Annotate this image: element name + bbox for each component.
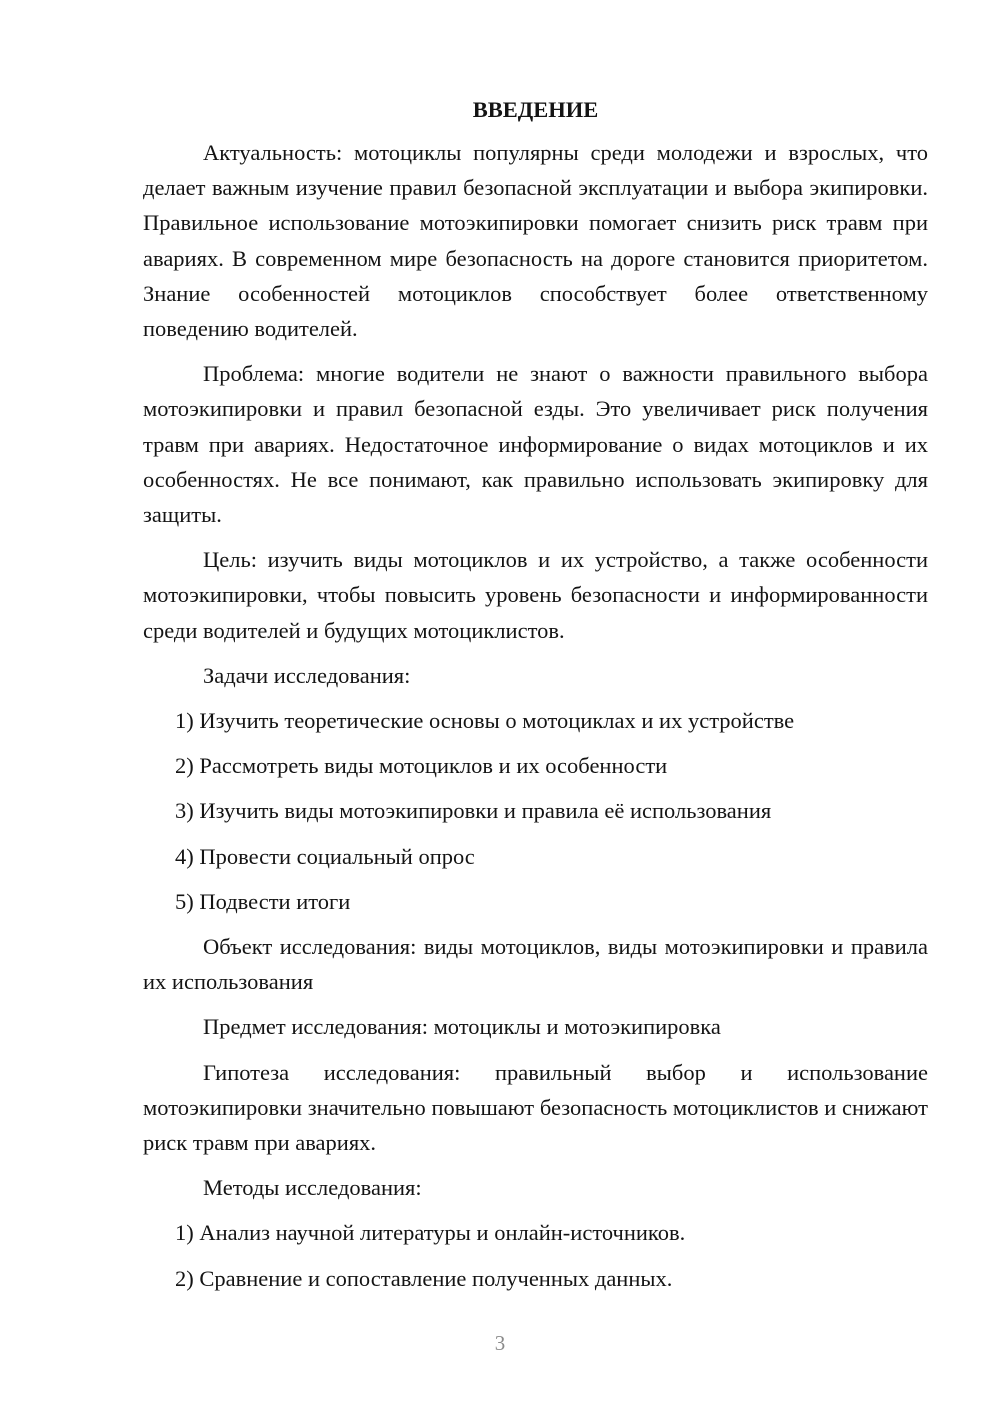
list-item: 1) Изучить теоретические основы о мотоциклах и их устройстве	[175, 708, 795, 734]
page-number: 3	[494, 1331, 506, 1355]
subject-paragraph: Предмет исследования: мотоциклы и мотоэкипировка	[203, 1014, 721, 1040]
document-page	[143, 92, 928, 1306]
list-item: 2) Рассмотреть виды мотоциклов и их особенности	[175, 753, 668, 779]
tasks-list	[143, 703, 928, 919]
relevance-paragraph: Актуальность: мотоциклы популярны среди молодежи и взрослых, что делает важным изучение правил безопасной эксплуатации и выбора экипировки. Правильное использование мотоэкипировки помогает снизить риск травм при авариях. В современном мире безопасность на дороге становится приоритетом. Знание особенностей мотоциклов способствует более ответственному поведению водителей.	[143, 140, 928, 342]
methods-list	[143, 1215, 928, 1295]
list-item: 1) Анализ научной литературы и онлайн-источников.	[175, 1220, 686, 1246]
list-item: 3) Изучить виды мотоэкипировки и правила её использования	[175, 798, 772, 824]
list-item: 4) Провести социальный опрос	[175, 843, 475, 869]
tasks-heading: Задачи исследования:	[203, 662, 411, 688]
object-paragraph: Объект исследования: виды мотоциклов, виды мотоэкипировки и правила их использования	[143, 934, 928, 995]
problem-paragraph: Проблема: многие водители не знают о важности правильного выбора мотоэкипировки и правил безопасной езды. Это увеличивает риск получения травм при авариях. Недостаточное информирование о видах мотоциклов и их особенностях. Не все понимают, как правильно использовать экипировку для защиты.	[143, 361, 928, 528]
list-item: 5) Подвести итоги	[175, 888, 351, 914]
methods-heading: Методы исследования:	[203, 1175, 422, 1201]
page-title: ВВЕДЕНИЕ	[472, 97, 599, 122]
list-item: 2) Сравнение и сопоставление полученных данных.	[175, 1265, 673, 1291]
hypothesis-paragraph: Гипотеза исследования: правильный выбор и использование мотоэкипировки значительно повышают безопасность мотоциклистов и снижают риск травм при авариях.	[143, 1059, 928, 1156]
goal-paragraph: Цель: изучить виды мотоциклов и их устройство, а также особенности мотоэкипировки, чтобы повысить уровень безопасности и информированности среди водителей и будущих мотоциклистов.	[143, 547, 928, 643]
